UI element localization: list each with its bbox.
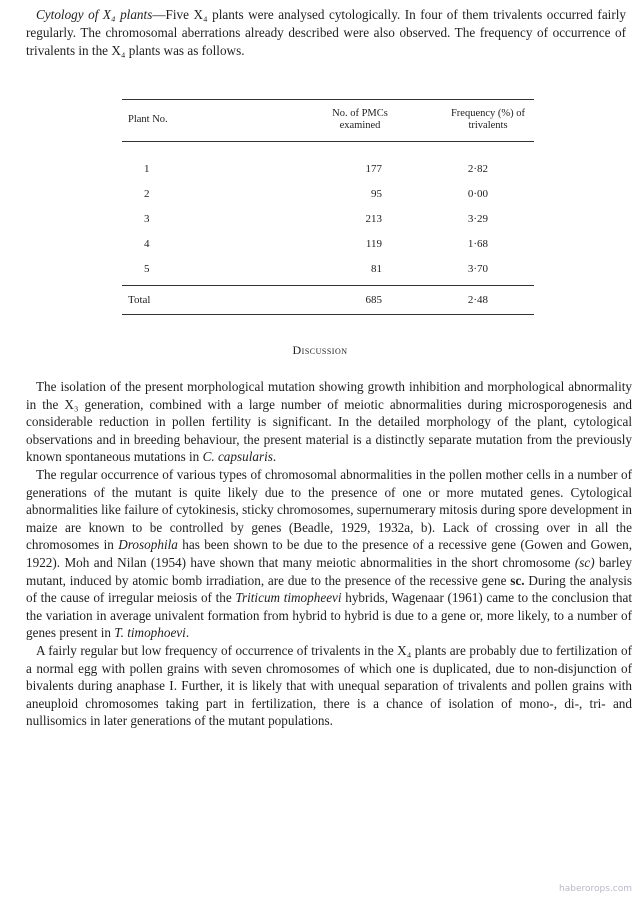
trivalent-frequency-table — [122, 99, 534, 315]
cell-plant: 4 — [144, 237, 150, 250]
header-plant-no: Plant No. — [122, 100, 278, 142]
intro-text: Five X₄ plants were analysed cytologically. In four of them trivalents occurred fairly regularly. The chromosomal aberrations already described were also observed. The frequency of occurrence of trivalents in the X₄ plants was as follows. — [26, 7, 626, 58]
header-frequency-line1: Frequency (%) of — [450, 108, 526, 119]
cell-frequency: 3·29 — [467, 212, 488, 225]
discussion-heading: Discussion — [292, 343, 348, 357]
cell-pmcs: 81 — [371, 262, 382, 275]
gene-sc-bold: sc. — [510, 572, 525, 588]
cell-frequency: 1·68 — [467, 237, 488, 250]
cell-total-pmcs: 685 — [278, 286, 442, 315]
dash: — — [152, 7, 166, 22]
cell-plant: 1 — [144, 162, 150, 175]
cell-frequency: 2·82 — [467, 162, 488, 175]
header-pmcs-line2: examined — [339, 120, 381, 131]
paragraph-2-text-e: hybrids, Wagenaar (1961) came to the conclusion that the variation in average univalent formation from hybrid to hybrid is due to a gene or, more likely, to a number of genes present in — [26, 590, 633, 641]
cell-plant: 3 — [144, 212, 150, 225]
period: . — [185, 625, 190, 641]
paragraph-2-text-b: has been shown to be due to the presence of a recessive gene (Gowen and Gowen, 1922). Moh and Nilan (1954) have shown that many meiotic abnormalities in the short chromosome — [26, 537, 632, 570]
header-pmcs-line1: No. of PMCs — [332, 108, 388, 119]
species-timophoevi: T. timophoevi — [114, 625, 186, 641]
table-header-row — [122, 100, 534, 142]
species-triticum: Triticum timopheevi — [235, 590, 342, 606]
cell-plant: 2 — [144, 187, 150, 200]
table-row — [122, 181, 534, 206]
cell-pmcs: 119 — [365, 237, 382, 250]
table-row — [122, 206, 534, 231]
gene-sc-parenthetical: (sc) — [574, 554, 595, 570]
paragraph-1 — [26, 378, 632, 466]
discussion-body — [26, 378, 632, 730]
paragraph-2 — [26, 466, 632, 642]
section-heading-cytology: Cytology of X₄ plants — [36, 7, 153, 22]
header-pmcs — [278, 100, 442, 142]
paragraph-2-text-c: barley mutant, induced by atomic bomb irradiation, are due to the presence of the recessive gene — [26, 554, 632, 588]
species-name: C. capsularis — [202, 449, 273, 465]
cell-pmcs: 95 — [371, 187, 382, 200]
period: . — [272, 449, 277, 465]
table-row — [122, 256, 534, 281]
header-frequency-line2: trivalents — [468, 120, 508, 131]
table-row — [122, 231, 534, 256]
cell-pmcs: 177 — [365, 162, 382, 175]
genus-drosophila: Drosophila — [118, 537, 178, 553]
table-row — [122, 142, 534, 182]
cell-plant: 5 — [144, 262, 150, 275]
header-frequency — [442, 100, 534, 142]
cell-total-label: Total — [122, 286, 278, 315]
paragraph-2-text-d: During the analysis of the cause of irregular meiosis of the — [26, 572, 633, 606]
paragraph-2-text-a: The regular occurrence of various types of chromosomal abnormalities in the pollen mother cells in a number of generations of the mutant is quite likely due to the presence of one or more mutated genes. Cytological abnormalities like failure of cytokinesis, sticky chromosomes, supernumerary mitosis during spore development in maize are known to be controlled by genes (Beadle, 1929, 1932a, b). Lack of crossing over in all the chromosomes in — [26, 466, 632, 553]
table-total-row — [122, 286, 534, 315]
cell-pmcs: 213 — [365, 212, 382, 225]
cell-frequency: 3·70 — [467, 262, 488, 275]
watermark: haberorops.com — [559, 884, 632, 894]
intro-paragraph — [26, 6, 626, 60]
paragraph-3: A fairly regular but low frequency of occurrence of trivalents in the X₄ plants are probably due to fertilization of a normal egg with pollen grains with seven chromosomes of which one is duplicated, due to non-disjunction of bivalents during anaphase I. Further, it is likely that with unequal separation of trivalents and pollen grains with aneuploid chromosomes taking part in fertilization, there is a chance of isolation of mono-, di-, tri- and nullisomics in later generations of the mutant populations. — [26, 642, 632, 729]
paragraph-1-text: The isolation of the present morphological mutation showing growth inhibition and morphological abnormality in the X₃ generation, combined with a large number of meiotic abnormalities during microsporogenesis and considerable reduction in pollen fertility is significant. In the detailed morphology of the plant, cytological observations and in breeding behaviour, the present material is a distinctly separate mutation from the previously known spontaneous mutations in — [26, 379, 632, 465]
cell-total-frequency: 2·48 — [442, 286, 534, 315]
cell-frequency: 0·00 — [467, 187, 488, 200]
